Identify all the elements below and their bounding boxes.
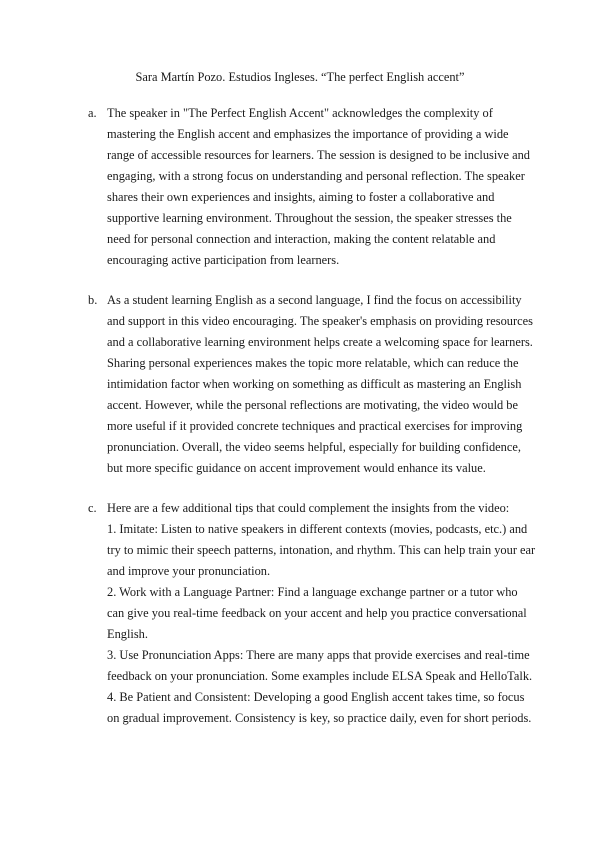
tip-line: on gradual improvement. Consistency is key, so practice daily, even for short periods. [107,711,532,725]
text-line: supportive learning environment. Throughout the session, the speaker stresses the [107,211,512,225]
section-marker: a. [88,106,97,120]
text-line: range of accessible resources for learners. The session is designed to be inclusive and [107,148,530,162]
section-body [107,498,536,729]
tip-line: 2. Work with a Language Partner: Find a language exchange partner or a tutor who [107,585,518,599]
tip-line: 1. Imitate: Listen to native speakers in different contexts (movies, podcasts, etc.) and [107,522,528,536]
section-marker: b. [88,293,98,307]
text-line: need for personal connection and interaction, making the content relatable and [107,232,496,246]
tip-line: 3. Use Pronunciation Apps: There are many apps that provide exercises and real-time [107,648,530,662]
text-line: Here are a few additional tips that could complement the insights from the video: [107,501,510,515]
tip-line: and improve your pronunciation. [107,564,271,578]
text-line: more useful if it provided concrete techniques and practical exercises for improving [107,419,523,433]
document-title: Sara Martín Pozo. Estudios Ingleses. “The perfect English accent” [135,70,465,84]
tip-line: can give you real-time feedback on your accent and help you practice conversational [107,606,527,620]
section-marker: c. [88,501,97,515]
section-body [107,103,530,271]
tip-line: English. [107,627,148,641]
text-line: and support in this video encouraging. The speaker's emphasis on providing resources [107,314,533,328]
text-line: mastering the English accent and emphasizes the importance of providing a wide [107,127,509,141]
text-line: Sharing personal experiences makes the topic more relatable, which can reduce the [107,356,519,370]
section-body [107,290,533,479]
text-line: but more specific guidance on accent improvement would enhance its value. [107,461,486,475]
tip-line: 4. Be Patient and Consistent: Developing a good English accent takes time, so focus [107,690,525,704]
text-line: intimidation factor when working on something as difficult as mastering an English [107,377,522,391]
tip-line: feedback on your pronunciation. Some examples include ELSA Speak and HelloTalk. [107,669,533,683]
text-line: encouraging active participation from learners. [107,253,340,267]
text-line: shares their own experiences and insights, aiming to foster a collaborative and [107,190,495,204]
text-line: The speaker in "The Perfect English Accent" acknowledges the complexity of [107,106,493,120]
text-line: and a collaborative learning environment helps create a welcoming space for learners. [107,335,533,349]
text-line: engaging, with a strong focus on understanding and personal reflection. The speaker [107,169,525,183]
text-line: pronunciation. Overall, the video seems helpful, especially for building confidence, [107,440,521,454]
text-line: accent. However, while the personal reflections are motivating, the video would be [107,398,519,412]
text-line: As a student learning English as a second language, I find the focus on accessibility [107,293,522,307]
tip-line: try to mimic their speech patterns, intonation, and rhythm. This can help train your ear [107,543,536,557]
